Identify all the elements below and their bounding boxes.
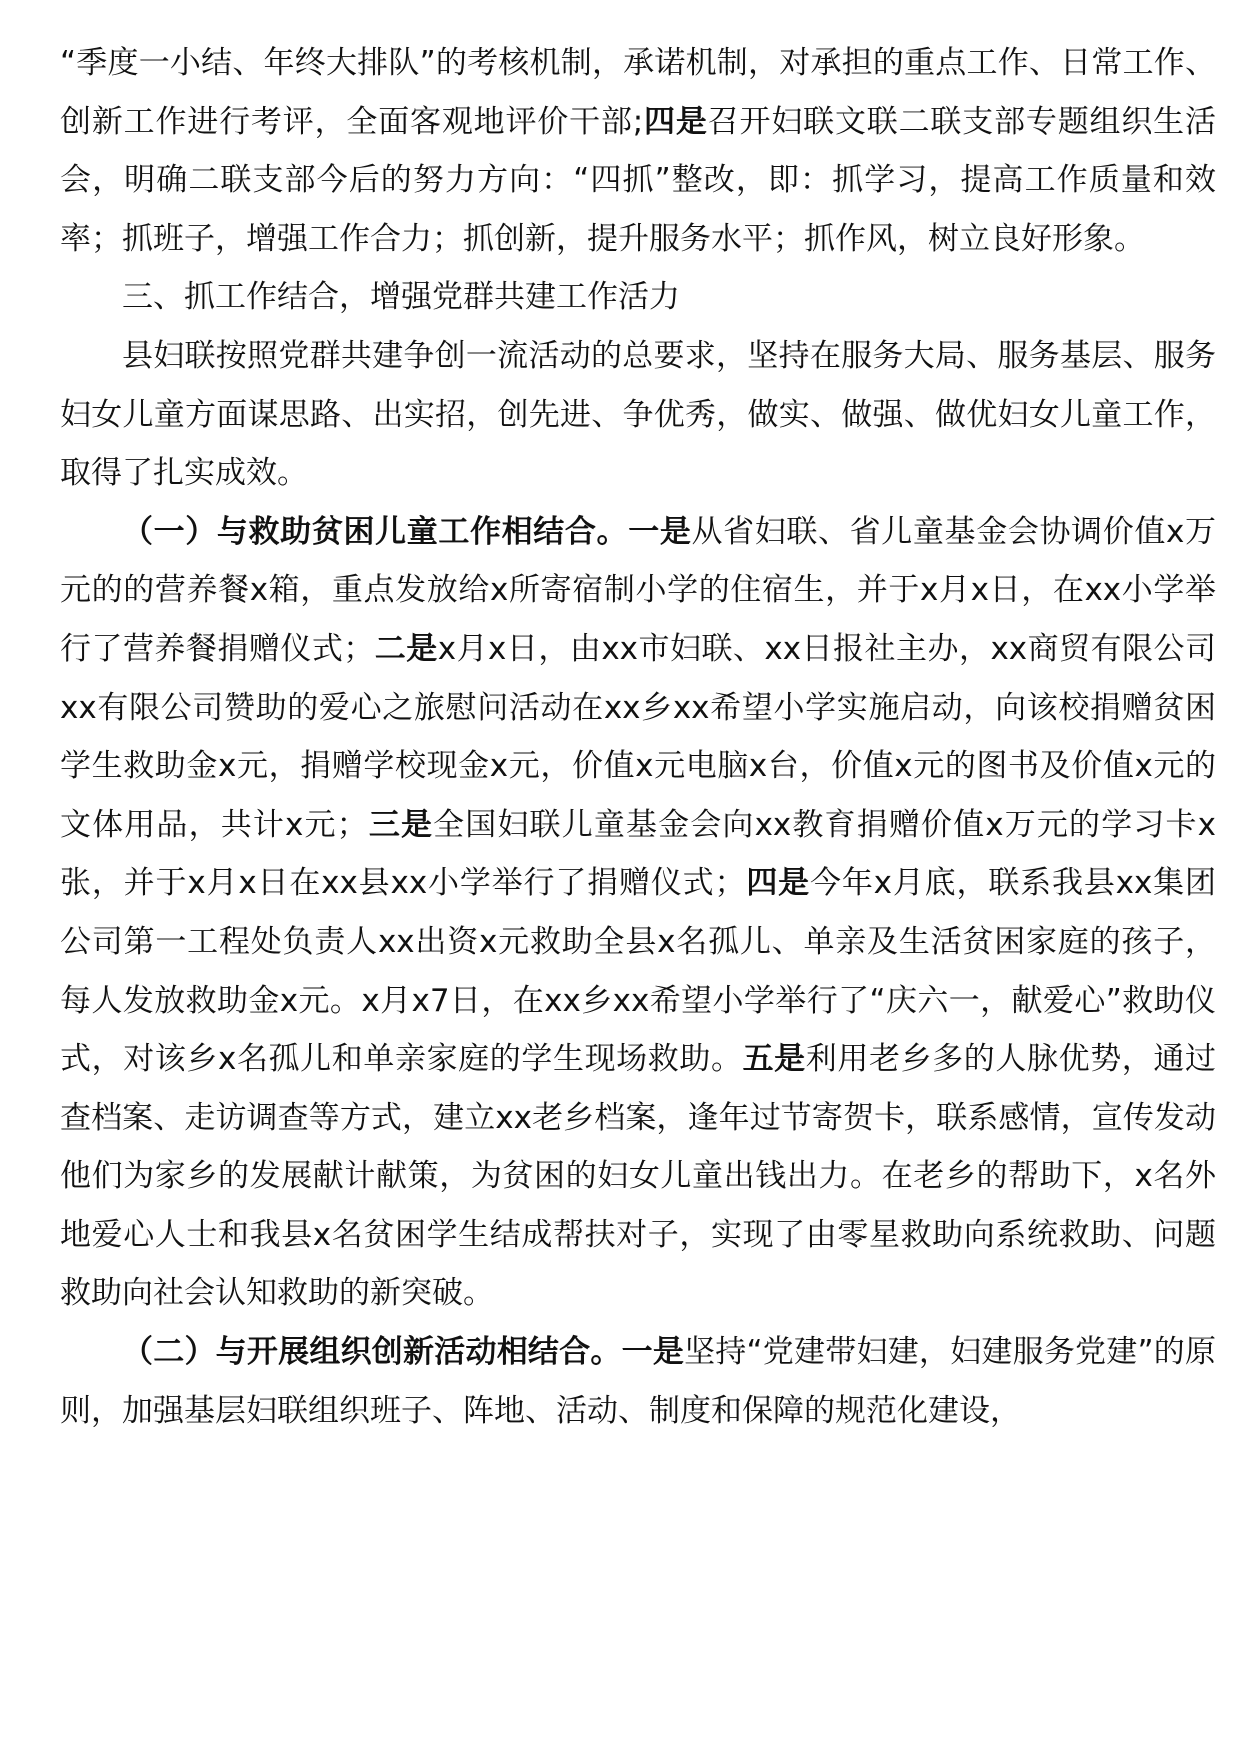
paragraph-text: “季度一小结、年终大排队”的考核机制，承诺机制，对承担的重点工作、日常工作、创新工作进行考评，全面客观地评价干部;	[60, 45, 1216, 140]
bold-marker: 一是	[621, 1334, 685, 1371]
paragraph-assessment	[60, 34, 1216, 268]
bold-marker: 二是	[374, 630, 438, 667]
paragraph-intro: 县妇联按照党群共建争创一流活动的总要求，坚持在服务大局、服务基层、服务妇女儿童方面谋思路、出实招，创先进、争优秀，做实、做强、做优妇女儿童工作，取得了扎实成效。	[60, 337, 1216, 492]
paragraph-text: 全国妇联儿童基金会向xx教育捐赠价值x万元的学习卡x张，并于x月x日在xx县xx小学举行了捐赠仪式；	[60, 806, 1216, 902]
document-body	[60, 34, 1216, 1440]
bold-marker: 一是	[628, 513, 692, 550]
paragraph-org-innovation	[60, 1323, 1216, 1440]
paragraph-text: 坚持“党建带妇建，妇建服务党建”的原则，加强基层妇联组织班子、阵地、活动、制度和保障的规范化建设，	[60, 1334, 1217, 1429]
bold-marker: 三是	[367, 806, 434, 843]
paragraph-text: x月x日，由xx市妇联、xx日报社主办，xx商贸有限公司xx有限公司赞助的爱心之旅慰问活动在xx乡xx希望小学实施启动，向该校捐赠贫困学生救助金x元，捐赠学校现金x元，价值x元电脑x台，价值x元的图书及价值x元的文体用品，共计x元；	[60, 630, 1217, 843]
paragraph-text: 利用老乡多的人脉优势，通过查档案、走访调查等方式，建立xx老乡档案，逢年过节寄贺卡，联系感情，宣传发动他们为家乡的发展献计献策，为贫困的妇女儿童出钱出力。在老乡的帮助下，x名外地爱心人士和我县x名贫困学生结成帮扶对子，实现了由零星救助向系统救助、问题救助向社会认知救助的新突破。	[60, 1041, 1216, 1312]
bold-marker: 四是	[643, 103, 708, 140]
paragraph-text: 今年x月底，联系我县xx集团公司第一工程处负责人xx出资x元救助全县x名孤儿、单亲及生活贫困家庭的孩子，每人发放救助金x元。x月x7日，在xx乡xx希望小学举行了“庆六一，献爱心”救助仪式，对该乡x名孤儿和单亲家庭的学生现场救助。	[60, 865, 1216, 1078]
bold-marker: 四是	[745, 865, 810, 902]
subsection-heading: （一）与救助贫困儿童工作相结合。	[122, 513, 629, 550]
subsection-heading: （二）与开展组织创新活动相结合。	[122, 1334, 622, 1371]
bold-marker: 五是	[742, 1041, 806, 1078]
paragraph-text: 召开妇联文联二联支部专题组织生活会，明确二联支部今后的努力方向：“四抓”整改，即：抓学习，提高工作质量和效率；抓班子，增强工作合力；抓创新，提升服务水平；抓作风，树立良好形象。	[60, 103, 1216, 257]
paragraph-text: 从省妇联、省儿童基金会协调价值x万元的的营养餐x箱，重点发放给x所寄宿制小学的住宿生，并于x月x日，在xx小学举行了营养餐捐赠仪式；	[60, 513, 1216, 667]
paragraph-child-aid	[60, 503, 1216, 1323]
section-heading: 三、抓工作结合，增强党群共建工作活力	[122, 279, 680, 316]
